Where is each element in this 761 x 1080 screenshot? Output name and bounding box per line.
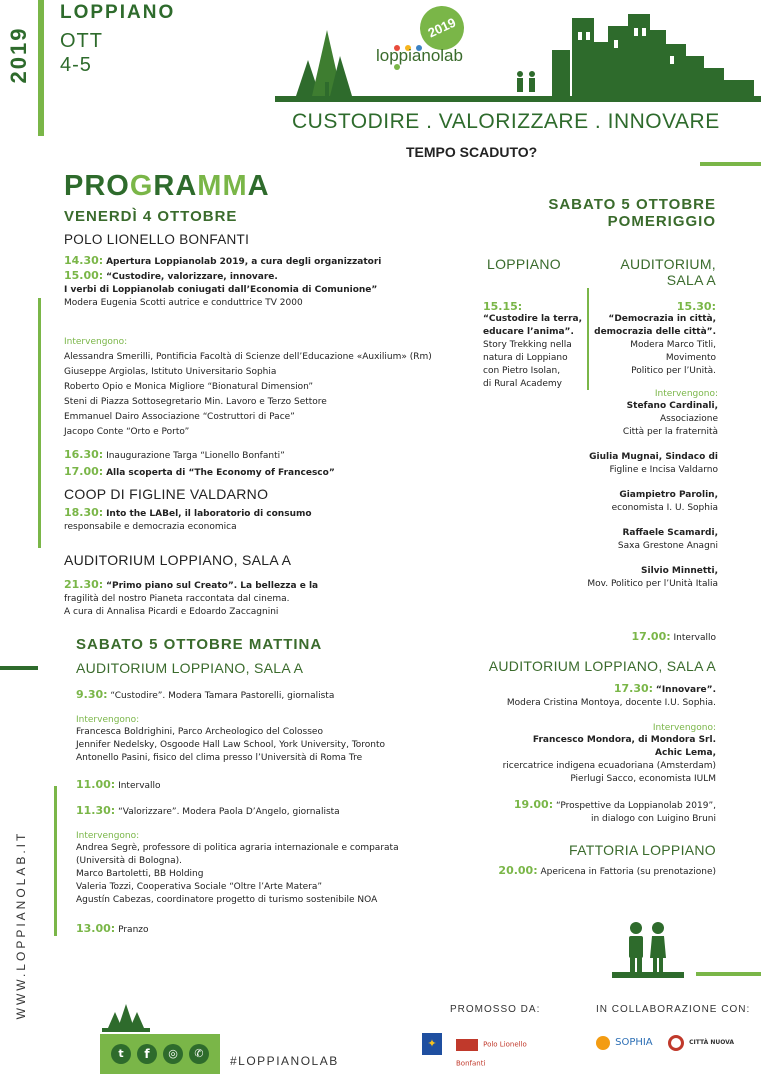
buildings (552, 14, 754, 96)
social-block (100, 1000, 220, 1074)
friday-place3: AUDITORIUM LOPPIANO, SALA A (64, 552, 292, 568)
event-1700: 17.00: Alla scoperta di “The Economy of Francesco” (64, 465, 335, 478)
friday-line2: 15.00: “Custodire, valorizzare, innovare. (64, 269, 278, 282)
subtitle: TEMPO SCADUTO? (406, 144, 538, 160)
friday-block1 (64, 254, 444, 310)
event-1515: 15.15: “Custodire la terra, educare l’anima”. Story Trekking nella natura di Loppiano con Pietro Isolan, di Rural Academy (483, 300, 583, 389)
speaker: Valeria Tozzi, Cooperativa Sociale “Oltre l’Arte Matera” (76, 882, 323, 892)
title-part: A (247, 170, 270, 202)
speaker: Jacopo Conte “Orto e Porto” (64, 427, 190, 437)
friday-line1: 14.30: Apertura Loppianolab 2019, a cura degli organizzatori (64, 254, 382, 267)
event-1300: 13.00: Pranzo (76, 922, 149, 935)
sophia-logo-mark (596, 1036, 610, 1050)
logo-dots-icon (394, 36, 424, 46)
right-place2: AUDITORIUM LOPPIANO, SALA A (488, 658, 716, 674)
title-part: G (129, 170, 154, 202)
friday-place1: POLO LIONELLO BONFANTI (64, 232, 250, 247)
polo-logo-mark (456, 1039, 478, 1051)
speaker: Silvio Minnetti, Mov. Politico per l’Unità Italia (587, 566, 718, 589)
left-hbar (0, 666, 38, 670)
speaker: (Università di Bologna). (76, 856, 183, 866)
title-part: PRO (64, 170, 130, 202)
logo-text: loppianolab (376, 46, 463, 65)
friday-events-2 (64, 448, 464, 480)
polo-logo-text: Polo Lionello Bonfanti (456, 1040, 527, 1068)
event-2130: 21.30: “Primo piano sul Creato”. La bellezza e la fragilità del nostro Pianeta raccontata dal cinema. A cura di Annalisa Picardi e Edoardo Zaccagnini (64, 578, 319, 617)
twitter-icon[interactable]: t (111, 1044, 131, 1064)
event-1100: 11.00: Intervallo (76, 778, 161, 791)
saturday-pm-heading-line2: POMERIGGIO (607, 213, 716, 230)
speaker: Steni di Piazza Sottosegretario Min. Lavoro e Terzo Settore (64, 397, 327, 407)
speaker: Agustín Cabezas, coordinatore progetto di turismo sostenibile NOA (76, 895, 378, 905)
month-label: OTT (60, 30, 103, 52)
facebook-icon[interactable]: f (137, 1044, 157, 1064)
sat-am-speakers2 (76, 830, 456, 907)
event-1630: 16.30: Inaugurazione Targa “Lionello Bonfanti” (64, 448, 285, 461)
tree-icon (102, 1000, 150, 1032)
event-1830: 18.30: Into the LABel, il laboratorio di consumo responsabile e democrazia economica (64, 506, 312, 532)
saturday-am-place: AUDITORIUM LOPPIANO, SALA A (76, 660, 304, 676)
speaker: Francesco Mondora, di Mondora Srl. (532, 735, 716, 745)
place-label: LOPPIANO (60, 2, 176, 23)
top-left-bar (38, 0, 44, 136)
citta-nuova-logo (668, 1032, 758, 1052)
friday-speakers (64, 336, 464, 439)
title-part: MM (197, 170, 248, 202)
slogan: CUSTODIRE . VALORIZZARE . INNOVARE (292, 110, 720, 133)
event-1900: 19.00: “Prospettive da Loppianolab 2019”, in dialogo con Luigino Bruni (513, 798, 716, 824)
website-label: WWW.LOPPIANOLAB.IT (14, 830, 28, 1020)
eoc-logo: ✦ (422, 1033, 442, 1055)
friday-line4: Modera Eugenia Scotti autrice e conduttrice TV 2000 (64, 298, 303, 308)
speaker: Andrea Segrè, professore di politica agraria internazionale e comparata (76, 843, 399, 853)
speaker: Stefano Cardinali, Associazione Città per la fraternità (622, 401, 718, 437)
speaker: Pierlugi Sacco, economista IULM (570, 774, 716, 784)
social-bar (100, 1034, 220, 1074)
saturday-pm-heading-line1: SABATO 5 OTTOBRE (548, 196, 716, 213)
intervengono-label: Intervengono: (64, 337, 128, 347)
speaker: Antonello Pasini, fisico del clima presso l’Università di Roma Tre (76, 753, 363, 763)
speaker: Achic Lema, (655, 748, 716, 758)
trees (296, 30, 352, 96)
speaker: Alessandra Smerilli, Pontificia Facoltà di Scienze dell’Educazione «Auxilium» (Rm) (64, 352, 432, 362)
speaker: Francesca Boldrighini, Parco Archeologico del Colosseo (76, 727, 323, 737)
speaker: Giampietro Parolin, economista I. U. Sophia (611, 490, 718, 513)
right-speakers2 (440, 722, 716, 786)
promosso-label: PROMOSSO DA: (450, 1004, 541, 1015)
speaker: Emmanuel Dairo Associazione “Costruttori di Pace” (64, 412, 295, 422)
skyline-illustration (272, 10, 761, 106)
right-colL-place: LOPPIANO (487, 256, 561, 272)
header-right-hbar (700, 162, 761, 166)
saturday-pm-heading (480, 196, 716, 230)
right-place3: FATTORIA LOPPIANO (569, 842, 716, 858)
event-1700-pm: 17.00: Intervallo (631, 630, 716, 643)
event-1730: 17.30: “Innovare”. Modera Cristina Montoya, docente I.U. Sophia. (506, 682, 716, 708)
sophia-logo (596, 1032, 660, 1052)
year-label: 2019 (6, 26, 31, 84)
logo-year: 2019 (425, 14, 459, 41)
citta-nuova-mark (668, 1035, 684, 1051)
title-part: RA (153, 170, 198, 202)
left-bar-mid (38, 298, 41, 548)
speaker: Raffaele Scamardi, Saxa Grestone Anagni (617, 528, 718, 551)
right-footer-hbar (696, 972, 761, 976)
sophia-logo-text: SOPHIA (615, 1037, 653, 1048)
speaker: ricercatrice indigena ecuadoriana (Amsterdam) (502, 761, 716, 771)
programma-title (64, 170, 270, 203)
instagram-icon[interactable]: ◎ (163, 1044, 183, 1064)
speaker: Marco Bartoletti, BB Holding (76, 869, 204, 879)
collab-label: IN COLLABORAZIONE CON: (596, 1004, 751, 1015)
loppianolab-logo (376, 6, 486, 76)
sat-am-speakers1 (76, 714, 476, 765)
event-1130: 11.30: “Valorizzare”. Modera Paola D’Angelo, giornalista (76, 804, 340, 817)
intervengono-label: Intervengono: (652, 723, 716, 733)
whatsapp-icon[interactable]: ✆ (189, 1044, 209, 1064)
right-speakers (540, 388, 718, 591)
event-2000: 20.00: Apericena in Fattoria (su prenotazione) (498, 864, 716, 877)
people-icon (612, 920, 684, 978)
intervengono-label: Intervengono: (76, 715, 140, 725)
ground-line (275, 96, 761, 102)
year-vertical (6, 12, 32, 102)
saturday-am-heading: SABATO 5 OTTOBRE MATTINA (76, 636, 323, 653)
days-label: 4-5 (60, 54, 92, 76)
speaker: Giulia Mugnai, Sindaco di Figline e Incisa Valdarno (589, 452, 718, 475)
friday-place2: COOP DI FIGLINE VALDARNO (64, 486, 269, 502)
people-icon-small (517, 71, 535, 92)
intervengono-label: Intervengono: (654, 389, 718, 399)
polo-logo (456, 1034, 556, 1068)
speaker: Jennifer Nedelsky, Osgoode Hall Law School, York University, Toronto (76, 740, 386, 750)
right-colR-place: AUDITORIUM, SALA A (620, 256, 716, 288)
left-bar-low (54, 786, 57, 936)
hashtag: #LOPPIANOLAB (230, 1054, 339, 1068)
friday-line3: I verbi di Loppianolab coniugati dall’Economia di Comunione” (64, 285, 378, 295)
intervengono-label: Intervengono: (76, 831, 140, 841)
speaker: Giuseppe Argiolas, Istituto Universitario Sophia (64, 367, 277, 377)
event-930: 9.30: “Custodire”. Modera Tamara Pastorelli, giornalista (76, 688, 335, 701)
event-1530: 15.30: “Democrazia in città, democrazia delle città”. Modera Marco Titli, Movimento Politico per l’Unità. (594, 300, 716, 376)
friday-heading: VENERDÌ 4 OTTOBRE (64, 208, 238, 225)
website-vertical (8, 820, 34, 1040)
citta-nuova-text: CITTÀ NUOVA (689, 1039, 735, 1046)
speaker: Roberto Opio e Monica Migliore “Bionatural Dimension” (64, 382, 314, 392)
